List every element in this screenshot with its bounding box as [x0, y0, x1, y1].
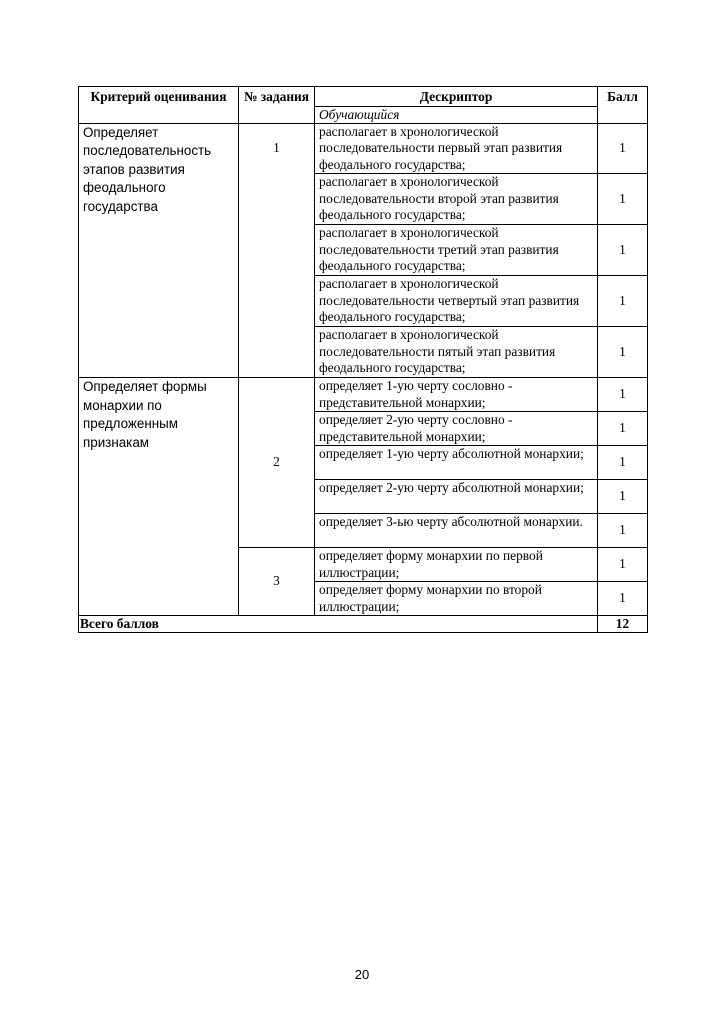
descriptor-cell: определяет 2-ую черту абсолютной монархии;: [315, 480, 598, 514]
task-number-cell: 1: [239, 123, 315, 378]
total-score: 12: [598, 616, 648, 633]
total-row: [79, 616, 648, 633]
score-cell: 1: [598, 378, 648, 412]
score-cell: 1: [598, 446, 648, 480]
descriptor-cell: определяет 3-ью черту абсолютной монархии.: [315, 514, 598, 548]
task-number-cell: 3: [239, 548, 315, 616]
header-task-number: № задания: [239, 87, 315, 124]
learner-label: Обучающийся: [315, 106, 598, 123]
rubric-body: [79, 87, 648, 633]
descriptor-cell: определяет 1-ую черту сословно - представительной монархии;: [315, 378, 598, 412]
score-cell: 1: [598, 276, 648, 327]
descriptor-cell: располагает в хронологической последовательности третий этап развития феодального государства;: [315, 225, 598, 276]
table-row: [79, 378, 648, 412]
task-number-cell: 2: [239, 378, 315, 548]
score-cell: 1: [598, 480, 648, 514]
header-criterion: Критерий оценивания: [79, 87, 239, 124]
header-descriptor: Дескриптор: [315, 87, 598, 107]
page-number: 20: [354, 967, 370, 982]
score-cell: 1: [598, 548, 648, 582]
descriptor-cell: определяет форму монархии по второй иллюстрации;: [315, 582, 598, 616]
total-label: Всего баллов: [79, 616, 598, 633]
table-row: [79, 123, 648, 174]
score-cell: 1: [598, 174, 648, 225]
header-score: Балл: [598, 87, 648, 124]
descriptor-cell: располагает в хронологической последовательности первый этап развития феодального государства;: [315, 123, 598, 174]
score-cell: 1: [598, 123, 648, 174]
descriptor-cell: располагает в хронологической последовательности второй этап развития феодального государства;: [315, 174, 598, 225]
criterion-cell: Определяет последовательность этапов развития феодального государства: [79, 123, 239, 378]
descriptor-cell: определяет 1-ую черту абсолютной монархии;: [315, 446, 598, 480]
score-cell: 1: [598, 514, 648, 548]
score-cell: 1: [598, 582, 648, 616]
descriptor-cell: располагает в хронологической последовательности четвертый этап развития феодального государства;: [315, 276, 598, 327]
descriptor-cell: определяет форму монархии по первой иллюстрации;: [315, 548, 598, 582]
descriptor-cell: располагает в хронологической последовательности пятый этап развития феодального государства;: [315, 327, 598, 378]
header-row: [79, 87, 648, 107]
score-cell: 1: [598, 412, 648, 446]
criterion-cell: Определяет формы монархии по предложенным признакам: [79, 378, 239, 616]
assessment-rubric-table: [78, 86, 648, 633]
descriptor-cell: определяет 2-ую черту сословно - представительной монархии;: [315, 412, 598, 446]
score-cell: 1: [598, 327, 648, 378]
score-cell: 1: [598, 225, 648, 276]
